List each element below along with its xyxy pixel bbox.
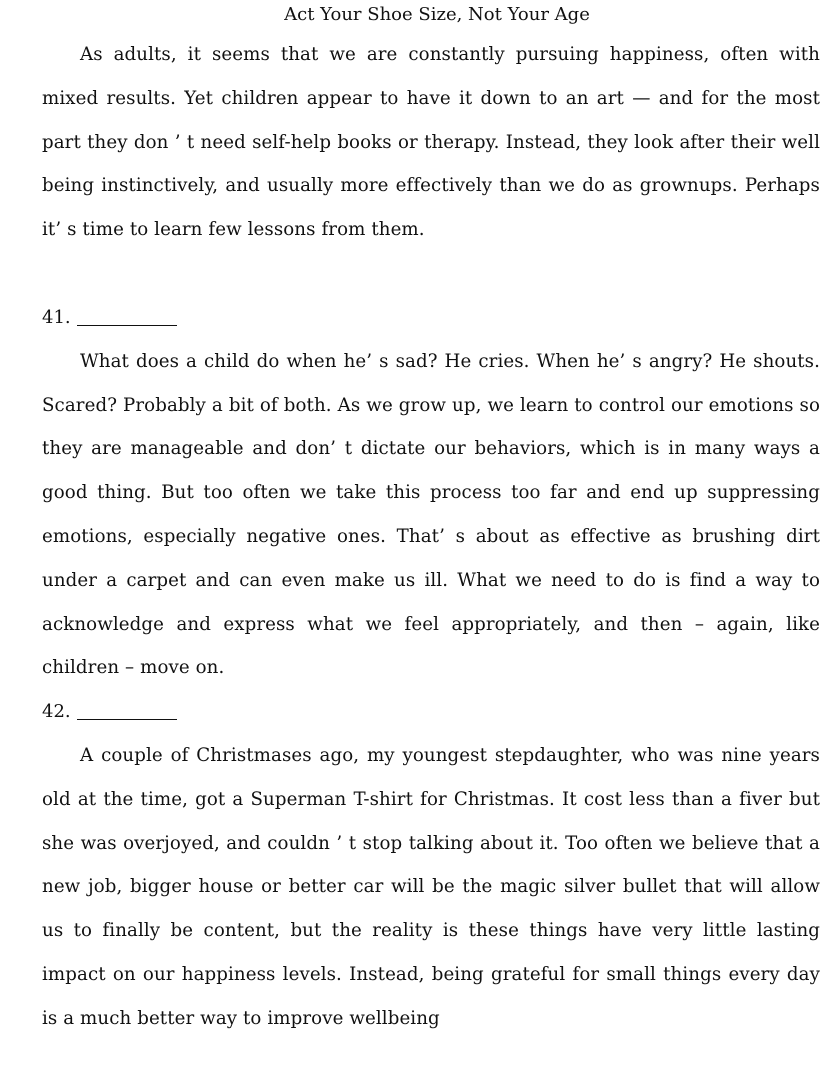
question-41-number: 41. xyxy=(42,306,71,328)
intro-paragraph: As adults, it seems that we are constantly pursuing happiness, often with mixed results. Yet children appear to have it down to an art — and for the most part they don ’ t need self-help books or therapy. Instead, they look after their well being instinctively, and usually more effectively than we do as grownups. Perhaps it’ s time to learn few lessons from them. xyxy=(42,44,820,241)
paragraph-gap xyxy=(42,252,820,296)
question-42-paragraph: A couple of Christmases ago, my youngest stepdaughter, who was nine years old at the time, got a Superman T-shirt for Christmas. It cost less than a fiver but she was overjoyed, and couldn ’ t stop talking about it. Too often we believe that a new job, bigger house or better car will be the magic silver bullet that will allow us to finally be content, but the reality is these things have very little lasting impact on our happiness levels. Instead, being grateful for small things every day is a much better way to improve wellbeing xyxy=(42,744,820,1029)
question-41-blank[interactable] xyxy=(77,309,177,326)
question-42-line xyxy=(42,690,820,734)
question-42-blank[interactable] xyxy=(77,703,177,720)
article-title: Act Your Shoe Size, Not Your Age xyxy=(284,4,590,25)
question-42-number: 42. xyxy=(42,701,71,723)
question-41-paragraph: What does a child do when he’ s sad? He cries. When he’ s angry? He shouts. Scared? Probably a bit of both. As we grow up, we learn to control our emotions so they are manageable and don’ t dictate our behaviors, which is in many ways a good thing. But too often we take this process too far and end up suppressing emotions, especially negative ones. That’ s about as effective as brushing dirt under a carpet and can even make us ill. What we need to do is find a way to acknowledge and express what we feel appropriately, and then – again, like children – move on. xyxy=(42,350,820,679)
question-41-line xyxy=(42,296,820,340)
